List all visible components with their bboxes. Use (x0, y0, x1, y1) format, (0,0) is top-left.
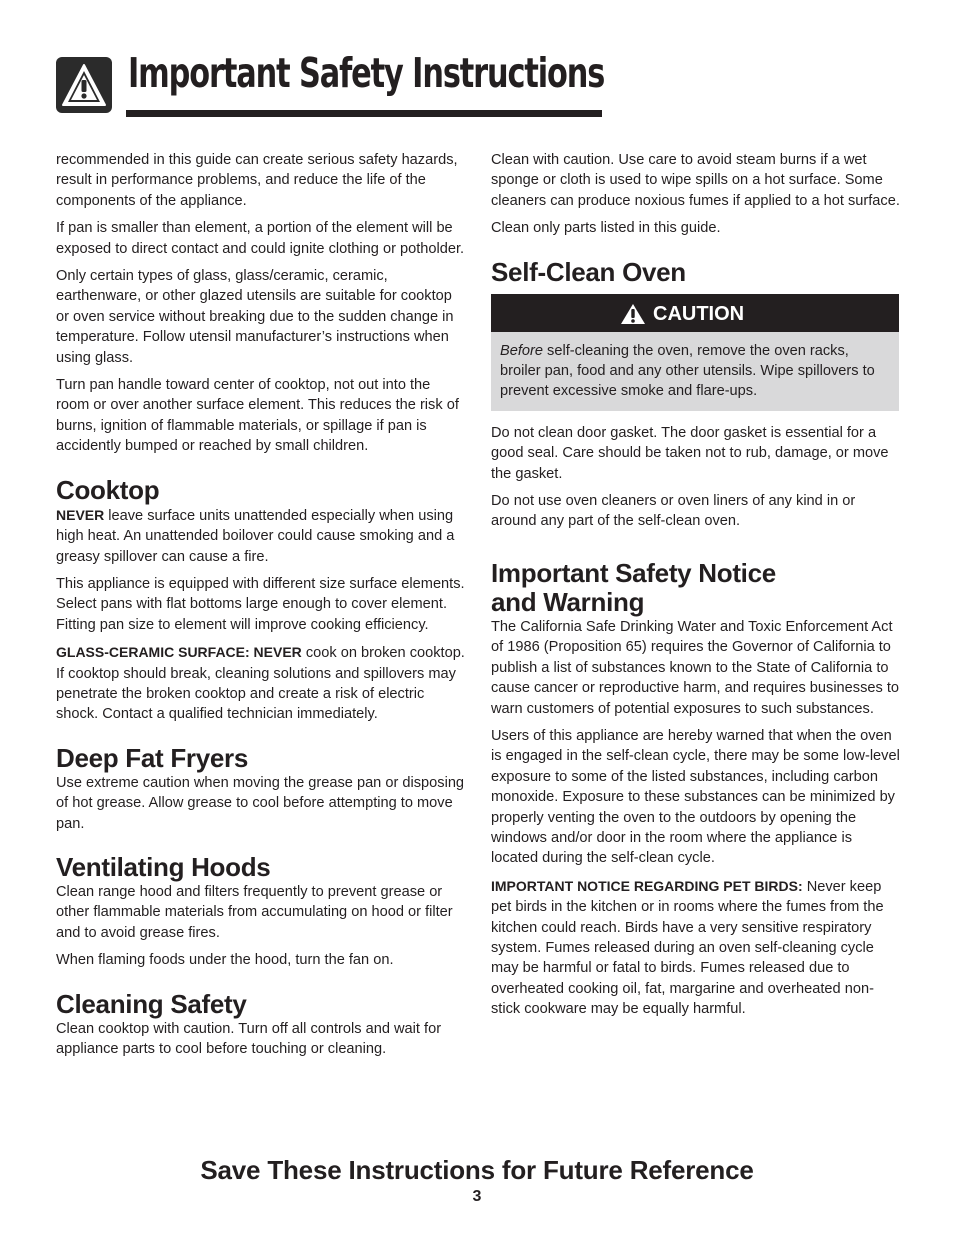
cooktop-paragraph: This appliance is equipped with different size surface elements. Select pans with flat bottoms large enough to cover element. Fitting pan size to element will improve cooking efficiency. (56, 575, 465, 633)
page-number: 3 (472, 1188, 482, 1205)
cooktop-paragraph (56, 505, 466, 567)
notice-paragraph: The California Safe Drinking Water and Toxic Enforcement Act of 1986 (Proposition 65) requires the Governor of California to publish a list of substances known to the State of California to cause cancer or reproductive harm, and requires businesses to warn customers of potential exposures to such substances. (491, 618, 900, 717)
caution-text (500, 341, 889, 402)
intro-paragraph: Only certain types of glass, glass/ceramic, ceramic, earthenware, or other glazed utensils are suitable for cooktop or oven service without breaking due to the sudden change in temperature. Follow utensil manufacturer’s instructions when using glass. (56, 268, 454, 366)
footer-title: Save These Instructions for Future Reference (200, 1155, 754, 1185)
fryers-paragraph: Use extreme caution when moving the grease pan or disposing of hot grease. Allow grease to cool before attempting to move pan. (56, 774, 465, 832)
caution-bar (491, 294, 899, 332)
left-column (56, 150, 466, 1066)
intro-paragraph: Turn pan handle toward center of cooktop, not out into the room or over another surface element. This reduces the risk of burns, ignition of flammable materials, or spillage if pan is accidently bumped or reached by small children. (56, 377, 459, 455)
cleaning-paragraph: Clean cooktop with caution. Turn off all controls and wait for appliance parts to cool before touching or cleaning. (56, 1020, 442, 1057)
self-clean-oven-heading: Self-Clean Oven (491, 256, 686, 287)
before-label: Before (500, 342, 543, 359)
notice-paragraph: Users of this appliance are hereby warned that when the oven is engaged in the self-clean cycle, there may be some low-level exposure to some of the listed substances, including carbon monoxide. Exposure to these substances can be minimized by properly venting the oven to the outdoors by opening the windows and/or door in the room where the appliance is located during the self-clean cycle. (491, 727, 900, 867)
self-clean-paragraph: Do not clean door gasket. The door gasket is essential for a good seal. Care should be taken not to rub, damage, or move the gasket. (491, 424, 889, 482)
right-column (491, 150, 901, 1027)
caution-box (491, 294, 899, 411)
cooktop-paragraph (56, 642, 466, 725)
notice-heading-line2: and Warning (491, 586, 645, 617)
hoods-paragraph: When flaming foods under the hood, turn the fan on. (56, 952, 394, 969)
caution-text-rest: self-cleaning the oven, remove the oven racks, broiler pan, food and any other utensils. Wipe spillovers to prevent excessive smoke and flare-ups. (500, 342, 875, 400)
cooktop-text: cook on broken cooktop. If cooktop should break, cleaning solutions and spillovers may penetrate the broken cooktop and create a risk of electric shock. Contact a qualified technician immediately. (56, 645, 465, 723)
caution-triangle-icon (620, 303, 646, 325)
cooktop-heading: Cooktop (56, 474, 160, 505)
warning-triangle-icon (56, 57, 112, 113)
title-rule (126, 110, 602, 117)
caution-body (491, 332, 899, 411)
pet-birds-text: Never keep pet birds in the kitchen or in rooms where the fumes from the kitchen could reach. Birds have a very sensitive respiratory system. Fumes released during an oven self-cleaning cycle may be harmful or fatal to birds. Fumes released due to overheated cooking oil, fat, margarine and overheated non-stick cookware may be equally harmful. (491, 878, 884, 1018)
hoods-paragraph: Clean range hood and filters frequently to prevent grease or other flammable materials from accumulating on hood or filter and to avoid grease fires. (56, 883, 453, 941)
notice-heading-line1: Important Safety Notice (491, 557, 776, 588)
notice-paragraph (491, 876, 901, 1020)
cleaning-paragraph: Clean only parts listed in this guide. (491, 220, 721, 237)
page-title: Important Safety Instructions (128, 49, 605, 97)
glass-ceramic-label: GLASS-CERAMIC SURFACE: NEVER (56, 644, 302, 661)
ventilating-hoods-heading: Ventilating Hoods (56, 851, 271, 882)
cooktop-text: leave surface units unattended especially when using high heat. An unattended boilover could cause smoking and a greasy spillover can cause a fire. (56, 507, 455, 565)
page-header (56, 49, 605, 117)
deep-fat-fryers-heading: Deep Fat Fryers (56, 742, 249, 773)
pet-birds-label: IMPORTANT NOTICE REGARDING PET BIRDS: (491, 877, 803, 894)
intro-paragraph: recommended in this guide can create serious safety hazards, result in performance problems, and reduce the life of the components of the appliance. (56, 152, 458, 209)
cleaning-safety-heading: Cleaning Safety (56, 988, 247, 1019)
notice-heading (491, 559, 901, 617)
intro-paragraph: If pan is smaller than element, a portion of the element will be exposed to direct contact and could ignite clothing or potholder. (56, 220, 465, 257)
self-clean-paragraph: Do not use oven cleaners or oven liners of any kind in or around any part of the self-clean oven. (491, 493, 856, 530)
never-label: NEVER (56, 506, 105, 523)
caution-label: CAUTION (653, 302, 745, 325)
cleaning-paragraph: Clean with caution. Use care to avoid steam burns if a wet sponge or cloth is used to wipe spills on a hot surface. Some cleaners can produce noxious fumes if applied to a hot surface. (491, 152, 900, 209)
